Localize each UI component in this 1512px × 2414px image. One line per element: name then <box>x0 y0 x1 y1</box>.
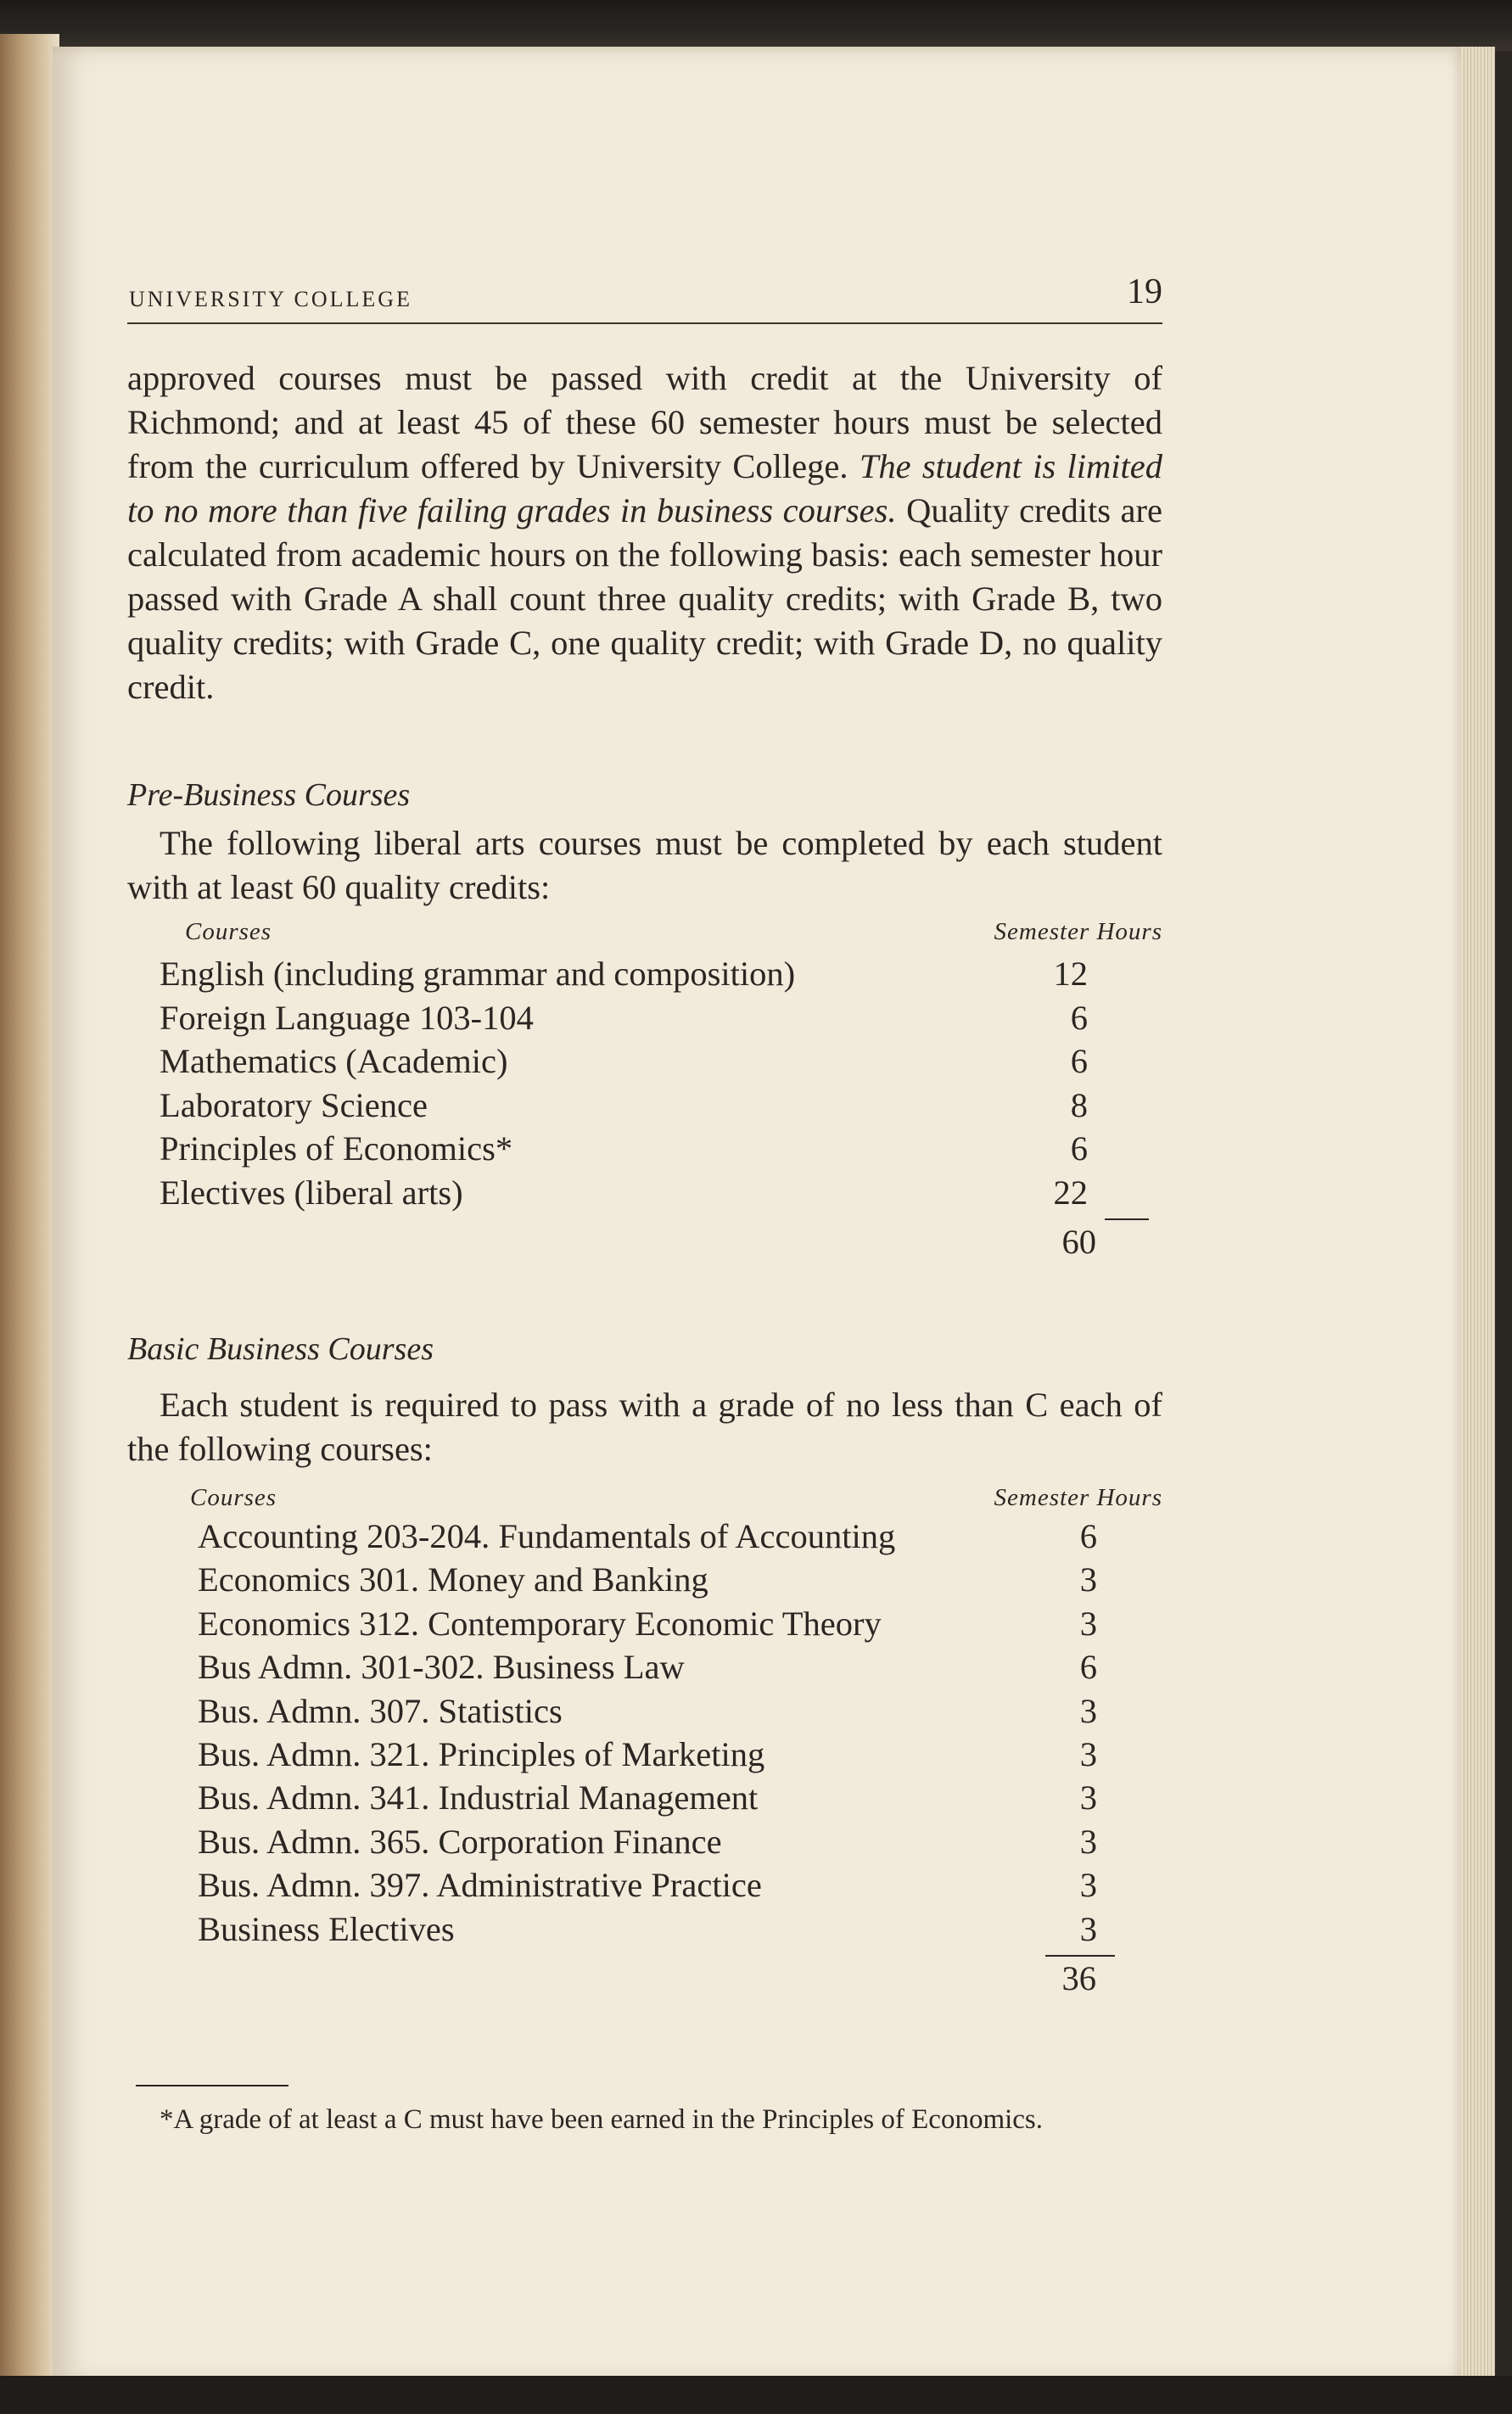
pre-business-row <box>160 1084 1088 1128</box>
basic-business-course: Economics 301. Money and Banking <box>198 1560 708 1599</box>
page-number: 19 <box>1127 272 1162 311</box>
pre-business-row <box>160 1039 1088 1084</box>
basic-business-hours: 3 <box>1079 1778 1097 1818</box>
basic-business-hours: 3 <box>1079 1735 1097 1773</box>
pre-business-row <box>160 1171 1088 1215</box>
running-head-title: UNIVERSITY COLLEGE <box>129 287 412 311</box>
book-binding <box>0 34 59 2384</box>
basic-business-row <box>198 1558 1097 1602</box>
opening-paragraph-italic: The student is limited to no more than five failing grades in business courses. <box>127 447 1162 529</box>
basic-business-course: Accounting 203-204. Fundamentals of Accounting <box>198 1517 896 1555</box>
footnote-rule <box>136 2085 288 2086</box>
opening-paragraph <box>127 356 1162 709</box>
basic-business-hours: 3 <box>1079 1866 1097 1905</box>
pre-business-row <box>160 1127 1088 1171</box>
basic-business-hours: 3 <box>1079 1691 1097 1730</box>
basic-business-row <box>198 1820 1097 1864</box>
pre-business-course: Foreign Language 103-104 <box>160 998 534 1037</box>
pre-business-hours: 12 <box>1053 955 1088 993</box>
basic-business-row <box>198 1689 1097 1733</box>
basic-business-course: Economics 312. Contemporary Economic Theory <box>198 1604 882 1643</box>
basic-business-title: Basic Business Courses <box>127 1331 434 1367</box>
opening-paragraph-part1: approved courses must be passed with credit at the University of Richmond; and at least 45 of these 60 semester hours must be selected from the curriculum offered by University College. <box>127 359 1162 485</box>
basic-business-course: Bus Admn. 301-302. Business Law <box>198 1648 685 1687</box>
footnote: *A grade of at least a C must have been earned in the Principles of Economics. <box>160 2104 1044 2135</box>
pre-business-hours: 6 <box>1070 998 1088 1037</box>
opening-paragraph-part2: Quality credits are calculated from academic hours on the following basis: each semester hour passed with Grade A shall count three quality credits; with Grade B, two quality credits; with Grade C, one quality credit; with Grade D, no quality credit. <box>127 491 1162 706</box>
basic-business-row <box>198 1863 1097 1907</box>
basic-business-row <box>198 1907 1097 1952</box>
pre-business-intro: The following liberal arts courses must be completed by each student with at least 60 quality credits: <box>127 824 1162 906</box>
basic-business-course: Bus. Admn. 365. Corporation Finance <box>198 1822 722 1861</box>
pre-business-row <box>160 996 1088 1040</box>
page-edges <box>1461 47 1495 2384</box>
pre-business-hours: 22 <box>1053 1173 1088 1212</box>
basic-business-hours: 3 <box>1079 1909 1097 1948</box>
basic-business-course: Bus. Admn. 307. Statistics <box>198 1691 563 1730</box>
basic-business-hours: 3 <box>1079 1560 1097 1599</box>
pre-business-hours: 6 <box>1070 1129 1088 1168</box>
pre-business-course: Principles of Economics* <box>160 1129 513 1168</box>
basic-business-course: Bus. Admn. 321. Principles of Marketing <box>198 1735 765 1773</box>
basic-business-intro: Each student is required to pass with a grade of no less than C each of the following courses: <box>127 1386 1162 1468</box>
basic-business-hours: 3 <box>1079 1822 1097 1861</box>
basic-business-row <box>198 1776 1097 1820</box>
basic-business-total: 36 <box>1061 1959 1096 1997</box>
basic-business-hours: 6 <box>1079 1648 1097 1687</box>
basic-business-row <box>198 1602 1097 1646</box>
pre-business-course: English (including grammar and composition) <box>160 955 796 993</box>
pre-business-total: 60 <box>1061 1223 1096 1261</box>
pre-business-row <box>160 952 1088 996</box>
pre-business-col-courses: Courses <box>185 918 272 945</box>
pre-business-hours: 8 <box>1070 1085 1088 1124</box>
pre-business-col-hours: Semester Hours <box>994 918 1162 945</box>
basic-business-col-courses: Courses <box>190 1484 277 1511</box>
pre-business-total-rule <box>1105 1218 1149 1220</box>
basic-business-row <box>198 1645 1097 1689</box>
basic-business-col-hours: Semester Hours <box>994 1484 1162 1511</box>
pre-business-hours: 6 <box>1070 1042 1088 1080</box>
basic-business-hours: 6 <box>1079 1517 1097 1555</box>
basic-business-hours: 3 <box>1079 1604 1097 1643</box>
pre-business-title: Pre-Business Courses <box>127 777 411 813</box>
basic-business-row <box>198 1733 1097 1777</box>
book-top-edge <box>0 0 1512 51</box>
basic-business-course: Business Electives <box>198 1909 455 1948</box>
basic-business-course: Bus. Admn. 341. Industrial Management <box>198 1778 759 1818</box>
pre-business-course: Laboratory Science <box>160 1085 428 1124</box>
basic-business-course: Bus. Admn. 397. Administrative Practice <box>198 1866 762 1905</box>
pre-business-course: Mathematics (Academic) <box>160 1042 508 1080</box>
running-head <box>127 272 1162 324</box>
pre-business-course: Electives (liberal arts) <box>160 1173 463 1212</box>
basic-business-row <box>198 1515 1097 1559</box>
book-bottom-edge <box>0 2376 1512 2414</box>
